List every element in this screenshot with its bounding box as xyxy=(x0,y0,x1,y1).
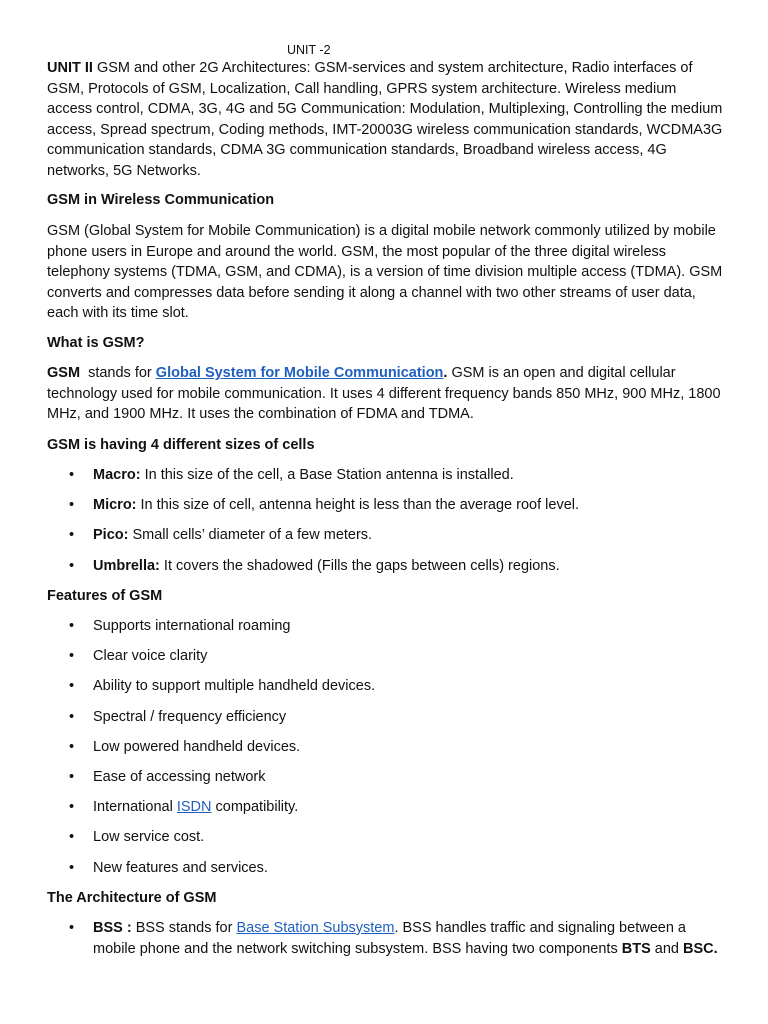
intro-label: UNIT II xyxy=(47,60,93,76)
cell-text: In this size of cell, antenna height is less than the average roof level. xyxy=(136,497,580,514)
bullet-icon: • xyxy=(69,527,75,544)
heading-features xyxy=(47,586,723,607)
feature-text: International xyxy=(93,799,177,816)
feature-text: Supports international roaming xyxy=(93,618,291,634)
list-item xyxy=(47,646,723,676)
bullet-icon: • xyxy=(69,799,75,816)
feature-text: Low powered handheld devices. xyxy=(93,738,301,755)
bullet-icon: • xyxy=(69,708,75,725)
list-item xyxy=(47,918,723,959)
bullet-icon: • xyxy=(69,467,75,483)
bullet-icon: • xyxy=(69,768,75,785)
isdn-link[interactable]: ISDN xyxy=(176,799,212,816)
cell-text: In this size of the cell, a Base Station antenna is installed. xyxy=(140,467,514,483)
list-item xyxy=(47,465,723,495)
wireless-paragraph: GSM (Global System for Mobile Communication) is a digital mobile network commonly utilized by mobile phone users in Europe and around the world. GSM, the most popular of the three digital wireless telephony systems (TDMA, GSM, and CDMA), is a version of time division multiple access (TDMA). GSM converts and compresses data before sending it along a channel with two other streams of user data, each with its time slot. xyxy=(47,223,723,321)
list-item xyxy=(47,797,723,827)
heading-architecture-text: The Architecture of GSM xyxy=(47,890,217,906)
what-is-gsm-paragraph xyxy=(47,363,723,425)
heading-cell-sizes-text: GSM is having 4 different sizes of cells xyxy=(47,437,315,453)
bullet-icon: • xyxy=(69,557,75,574)
unit-header: UNIT -2 xyxy=(287,43,331,57)
list-item xyxy=(47,525,723,555)
cell-text: Small cells’ diameter of a few meters. xyxy=(128,527,373,544)
bullet-icon: • xyxy=(69,497,75,514)
intro-text: GSM and other 2G Architectures: GSM-services and system architecture, Radio interfaces of GSM, Protocols of GSM, Localization, Call handling, GPRS system architecture. Wireless medium access control, CDMA, 3G, 4G and 5G Communication: Modulation, Multiplexing, Controlling the medium access, Spread spectrum, Coding methods, IMT-20003G wireless communication standards, WCDMA3G communication standards, CDMA 3G communication standards, Broadband wireless access, 4G networks, 5G Networks. xyxy=(47,60,723,179)
heading-what-is-gsm-text: What is GSM? xyxy=(47,335,145,351)
heading-features-text: Features of GSM xyxy=(47,588,163,604)
heading-what-is-gsm xyxy=(47,333,723,354)
list-item xyxy=(47,556,723,586)
features-list xyxy=(47,616,723,888)
list-item xyxy=(47,767,723,797)
bsc-term: BSC. xyxy=(682,940,718,957)
feature-text: compatibility. xyxy=(211,799,299,816)
feature-text: Ease of accessing network xyxy=(93,768,266,785)
gsm-description: GSM is an open and digital cellular technology used for mobile communication. It uses 4 different frequency bands 850 MHz, 900 MHz, 1800 MHz, and 1900 MHz. It uses the combination of FDMA and TDMA. xyxy=(47,365,721,422)
feature-text: Clear voice clarity xyxy=(93,648,208,665)
heading-architecture xyxy=(47,888,723,909)
bullet-icon: • xyxy=(69,648,75,665)
heading-cell-sizes xyxy=(47,435,723,456)
gsm-dot: . xyxy=(443,365,448,381)
bullet-icon: • xyxy=(69,829,75,846)
bts-term: BTS xyxy=(621,940,651,957)
bss-and: and xyxy=(650,940,683,957)
cell-term: Micro: xyxy=(93,497,137,514)
list-item xyxy=(47,858,723,888)
bss-term: BSS : xyxy=(93,920,132,936)
cell-text: It covers the shadowed (Fills the gaps between cells) regions. xyxy=(159,557,560,574)
bss-text: BSS stands for xyxy=(131,920,237,936)
list-item xyxy=(47,737,723,767)
intro-paragraph xyxy=(47,58,723,181)
bss-link[interactable]: Base Station Subsystem xyxy=(236,920,395,936)
bullet-icon: • xyxy=(69,859,75,876)
cell-term: Pico: xyxy=(93,527,129,544)
feature-text: Low service cost. xyxy=(93,829,205,846)
feature-text: Spectral / frequency efficiency xyxy=(93,708,287,725)
gsm-stands-for: stands for xyxy=(80,365,156,381)
cell-term: Macro: xyxy=(93,467,141,483)
list-item xyxy=(47,707,723,737)
bullet-icon: • xyxy=(69,920,75,936)
list-item xyxy=(47,827,723,857)
heading-gsm-wireless xyxy=(47,190,723,211)
architecture-list xyxy=(47,918,723,959)
bullet-icon: • xyxy=(69,738,75,755)
gsm-full-form-link[interactable]: Global System for Mobile Communication xyxy=(155,365,444,381)
bss-description: . BSS handles traffic and signaling between a mobile phone and the network switching subsystem. BSS having two components xyxy=(93,920,686,957)
list-item xyxy=(47,676,723,706)
heading-gsm-wireless-text: GSM in Wireless Communication xyxy=(47,192,275,208)
feature-text: Ability to support multiple handheld devices. xyxy=(93,678,376,695)
list-item xyxy=(47,616,723,646)
gsm-term: GSM xyxy=(47,365,81,381)
cell-term: Umbrella: xyxy=(93,557,160,574)
feature-text: New features and services. xyxy=(93,859,268,876)
bullet-icon: • xyxy=(69,678,75,695)
cell-sizes-list xyxy=(47,465,723,586)
bullet-icon: • xyxy=(69,618,75,634)
list-item xyxy=(47,495,723,525)
